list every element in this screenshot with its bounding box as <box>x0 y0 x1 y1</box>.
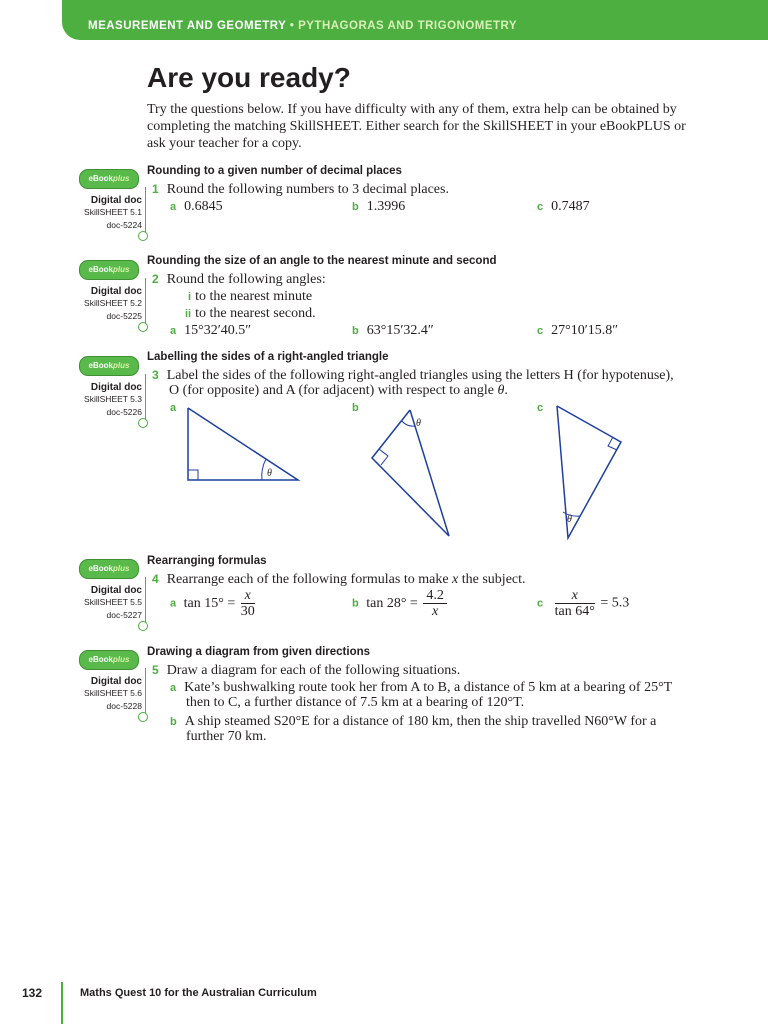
page-title: Are you ready? <box>147 62 351 93</box>
digital-doc-label: Digital doc <box>90 286 142 297</box>
part-a: a <box>170 402 177 414</box>
sidebar-connector-dot <box>138 712 148 722</box>
skillsheet-label: SkillSHEET 5.5 <box>84 597 142 607</box>
part-a: a 15°32′40.5″ <box>170 323 252 338</box>
question-number: 1 <box>152 182 159 196</box>
book-title: Maths Quest 10 for the Australian Curriculum <box>80 987 317 999</box>
doc-id: doc-5227 <box>106 610 142 620</box>
question-text: Rearrange each of the following formulas to make x the subject. <box>166 572 526 587</box>
sub-ii: ii to the nearest second. <box>185 306 316 321</box>
theta-label: θ <box>567 514 572 525</box>
skillsheet-label: SkillSHEET 5.3 <box>84 394 142 404</box>
question-text-cont: O (for opposite) and A (for adjacent) with respect to angle θ. <box>169 383 508 398</box>
part-c: c 0.7487 <box>537 199 590 214</box>
digital-doc-box[interactable] <box>62 676 142 713</box>
digital-doc-label: Digital doc <box>90 382 142 393</box>
skillsheet-label: SkillSHEET 5.1 <box>84 207 142 217</box>
part-b: b 1.3996 <box>352 199 406 214</box>
section-heading: Drawing a diagram from given directions <box>147 646 371 658</box>
sidebar-connector-dot <box>138 621 148 631</box>
question-text: Round the following numbers to 3 decimal places. <box>166 182 449 197</box>
triangle-b <box>372 410 449 536</box>
ebookplus-badge[interactable]: eBookplus <box>79 650 139 670</box>
digital-doc-label: Digital doc <box>90 676 142 687</box>
digital-doc-box[interactable] <box>62 585 142 622</box>
sidebar-connector <box>138 668 146 714</box>
doc-id: doc-5226 <box>106 407 142 417</box>
theta-label: θ <box>416 418 421 429</box>
section-heading: Rounding to a given number of decimal places <box>147 165 402 177</box>
skillsheet-label: SkillSHEET 5.6 <box>84 688 142 698</box>
doc-id: doc-5228 <box>106 701 142 711</box>
doc-id: doc-5225 <box>106 311 142 321</box>
section-heading: Rearranging formulas <box>147 555 267 567</box>
doc-id: doc-5224 <box>106 220 142 230</box>
page-number: 132 <box>22 986 43 1000</box>
section-heading: Rounding the size of an angle to the nearest minute and second <box>147 255 497 267</box>
question-text: Draw a diagram for each of the following situations. <box>166 663 461 678</box>
intro-text: Try the questions below. If you have difficulty with any of them, extra help can be obtained by completing the matching SkillSHEET. Either search for the SkillSHEET in your eBookPLUS or ask your teacher for a copy. <box>147 102 686 151</box>
part-b: b 63°15′32.4″ <box>352 323 434 338</box>
part-c: c 27°10′15.8″ <box>537 323 619 338</box>
part-a: a Kate’s bushwalking route took her from A to B, a distance of 5 km at a bearing of 25°T <box>170 680 673 695</box>
part-b: b <box>352 402 359 414</box>
question-number: 2 <box>152 272 159 286</box>
part-b: b A ship steamed S20°E for a distance of 180 km, then the ship travelled N60°W for a <box>170 714 657 729</box>
part-b-cont: further 70 km. <box>186 729 267 744</box>
question-number: 4 <box>152 572 159 586</box>
ebookplus-badge[interactable]: eBookplus <box>79 559 139 579</box>
triangle-a <box>188 408 298 480</box>
digital-doc-label: Digital doc <box>90 585 142 596</box>
part-a: a tan 15° = $\frac{x}{30}$ <box>170 588 255 619</box>
part-a: a 0.6845 <box>170 199 223 214</box>
ebookplus-badge[interactable]: eBookplus <box>79 260 139 280</box>
part-c: c $\frac{x}{\tan 64^\circ}$ = 5.3 <box>537 588 630 619</box>
part-a-cont: then to C, a further distance of 7.5 km at a bearing of 120°T. <box>186 695 525 710</box>
question-text: Label the sides of the following right-angled triangles using the letters H (for hypotenuse), <box>166 368 674 383</box>
sidebar-connector <box>138 577 146 623</box>
part-c: c <box>537 402 544 414</box>
footer-divider <box>61 982 63 1024</box>
sub-i: i to the nearest minute <box>188 289 313 304</box>
question-number: 5 <box>152 663 159 677</box>
question-text: Round the following angles: <box>166 272 326 287</box>
digital-doc-label: Digital doc <box>90 195 142 206</box>
part-b: b tan 28° = $\frac{4.2}{x}$ <box>352 588 449 619</box>
theta-label: θ <box>267 468 272 479</box>
question-number: 3 <box>152 368 159 382</box>
triangle-c <box>557 406 621 538</box>
ebookplus-badge[interactable]: eBookplus <box>79 169 139 189</box>
section-heading: Labelling the sides of a right-angled triangle <box>147 351 389 363</box>
ebookplus-badge[interactable]: eBookplus <box>79 356 139 376</box>
header-topic: PYTHAGORAS AND TRIGONOMETRY <box>298 20 518 32</box>
header-separator: • <box>289 20 295 32</box>
skillsheet-label: SkillSHEET 5.2 <box>84 298 142 308</box>
header-strand: MEASUREMENT AND GEOMETRY <box>88 20 287 32</box>
